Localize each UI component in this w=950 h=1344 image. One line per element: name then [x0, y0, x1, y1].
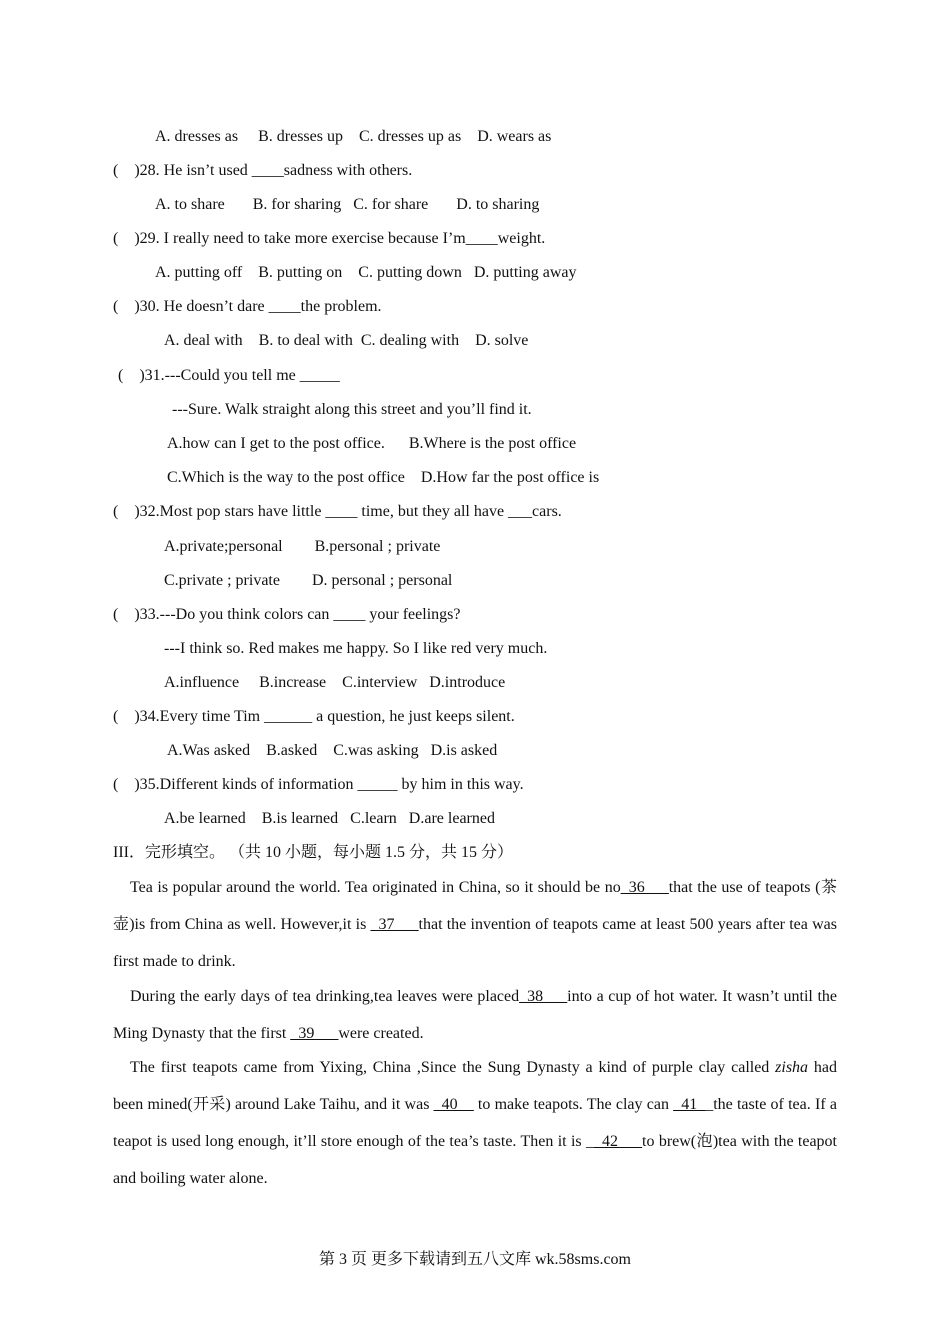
blank-40: _40__ [433, 1096, 474, 1113]
options-q31-ab: A.how can I get to the post office. B.Where is the post office [167, 435, 577, 452]
options-q31-cd: C.Which is the way to the post office D.How far the post office is [167, 469, 600, 486]
blank-41: _41_ [673, 1096, 706, 1113]
passage-paragraph-1: Tea is popular around the world. Tea originated in China, so it should be no_36___that the use of teapots (茶壶)is from China as well. However,it is _37___that the invention of teapots came at least 500 years after tea was first made to drink. [113, 879, 837, 970]
options-q32-ab: A.private;personal B.personal ; private [164, 538, 441, 555]
page-footer: 第 3 页 更多下载请到五八文库 wk.58sms.com [318, 1251, 631, 1268]
question-35: ( )35.Different kinds of information _____ by him in this way. [113, 776, 524, 793]
blank-42: _42___ [594, 1133, 643, 1150]
passage-paragraph-3: The first teapots came from Yixing, China ,Since the Sung Dynasty a kind of purple clay called zisha had been mined(开采) around Lake Taihu, and it was _40__ to make teapots. The clay can _41__the taste of tea. If a teapot is used long enough, it’ll store enough of the tea’s taste. Then it is __42___to brew(泡)tea with the teapot and boiling water alone. [113, 1059, 838, 1187]
options-q30: A. deal with B. to deal with C. dealing with D. solve [164, 332, 529, 349]
blank-37: _37___ [370, 916, 419, 933]
question-29: ( )29. I really need to take more exercise because I’m____weight. [113, 230, 546, 247]
options-q29: A. putting off B. putting on C. putting down D. putting away [155, 264, 577, 281]
passage-paragraph-2: During the early days of tea drinking,tea leaves were placed_38___into a cup of hot water. It wasn’t until the Ming Dynasty that the first _39___were created. [113, 988, 837, 1042]
options-q28: A. to share B. for sharing C. for share D. to sharing [155, 196, 540, 213]
question-34: ( )34.Every time Tim ______ a question, he just keeps silent. [113, 708, 515, 725]
question-28: ( )28. He isn’t used ____sadness with others. [113, 162, 413, 179]
question-32: ( )32.Most pop stars have little ____ time, but they all have ___cars. [113, 503, 562, 520]
dialog-q31: ---Sure. Walk straight along this street and you’ll find it. [172, 401, 532, 418]
options-q33: A.influence B.increase C.interview D.introduce [164, 674, 506, 691]
options-q34: A.Was asked B.asked C.was asking D.is asked [167, 742, 498, 759]
question-30: ( )30. He doesn’t dare ____the problem. [113, 298, 382, 315]
blank-36: _36___ [620, 879, 669, 896]
question-31: ( )31.---Could you tell me _____ [118, 367, 340, 384]
blank-39: _39___ [290, 1025, 339, 1042]
question-33: ( )33.---Do you think colors can ____ your feelings? [113, 606, 461, 623]
options-q27: A. dresses as B. dresses up C. dresses up as D. wears as [155, 128, 552, 145]
section-heading: III．完形填空。 （共 10 小题，每小题 1.5 分，共 15 分） [113, 844, 513, 861]
options-q35: A.be learned B.is learned C.learn D.are learned [164, 810, 495, 827]
italic-term: zisha [775, 1059, 809, 1076]
blank-38: _38___ [519, 988, 568, 1005]
dialog-q33: ---I think so. Red makes me happy. So I like red very much. [164, 640, 548, 657]
options-q32-cd: C.private ; private D. personal ; personal [164, 572, 453, 589]
